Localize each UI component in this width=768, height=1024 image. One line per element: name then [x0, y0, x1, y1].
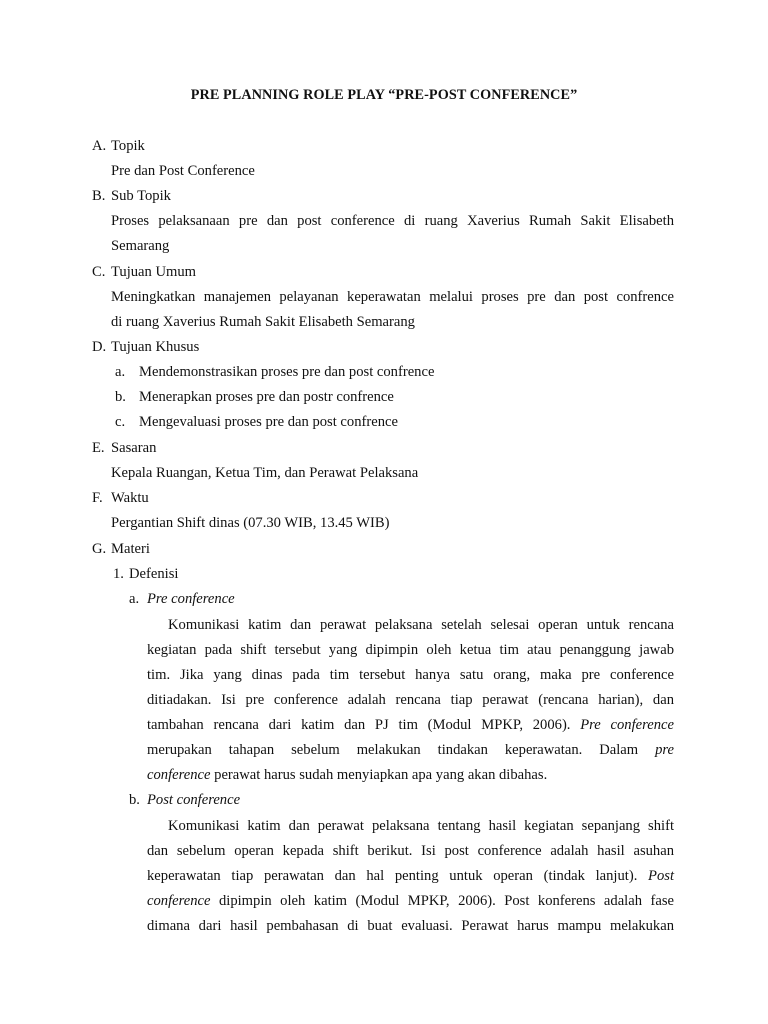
- post-conference-line-text: dipimpin oleh katim (Modul MPKP, 2006). Post konferens adalah fase: [218, 893, 674, 909]
- pre-conference-term: pre: [655, 742, 674, 758]
- post-conference-line: dan sebelum operan kepada shift berikut. Isi post conference adalah hasil asuhan: [147, 843, 674, 859]
- pre-conference-heading: [129, 590, 235, 608]
- pre-conference-term: Pre conference: [580, 717, 674, 733]
- objective-item: [115, 388, 394, 406]
- subsection-definition-title: Defenisi: [129, 566, 179, 582]
- section-a-content: Pre dan Post Conference: [111, 163, 255, 179]
- objective-item-text: Menerapkan proses pre dan postr confrence: [139, 389, 394, 405]
- section-f-heading: [92, 489, 149, 507]
- section-e-heading: [92, 439, 156, 457]
- section-a-heading: [92, 137, 145, 155]
- objective-item-marker: a.: [115, 364, 126, 380]
- section-f-title: Waktu: [111, 490, 149, 506]
- section-d-title: Tujuan Khusus: [111, 339, 200, 355]
- post-conference-line: Komunikasi katim dan perawat pelaksana tentang hasil kegiatan sepanjang shift: [168, 818, 674, 834]
- section-f-marker: F.: [92, 490, 103, 506]
- pre-conference-line: ditiadakan. Isi pre conference adalah rencana tiap perawat (rencana harian), dan: [147, 692, 674, 708]
- objective-item: [115, 413, 398, 431]
- post-conference-term: Post: [648, 868, 674, 884]
- section-e-content: Kepala Ruangan, Ketua Tim, dan Perawat Pelaksana: [111, 465, 419, 481]
- pre-conference-line: kegiatan pada shift tersebut yang dipimpin oleh ketua tim atau penanggung jawab: [147, 642, 674, 658]
- pre-conference-title: Pre conference: [147, 591, 235, 607]
- objective-item-text: Mendemonstrasikan proses pre dan post confrence: [139, 364, 435, 380]
- section-b-title: Sub Topik: [111, 188, 171, 204]
- section-a-title: Topik: [111, 138, 145, 154]
- section-a-marker: A.: [92, 138, 107, 154]
- pre-conference-marker: a.: [129, 591, 140, 607]
- pre-conference-line-text: tambahan rencana dari katim dan PJ tim (Modul MPKP, 2006).: [147, 717, 571, 733]
- subsection-definition: [113, 565, 178, 583]
- section-e-marker: E.: [92, 440, 105, 456]
- pre-conference-line: [147, 741, 674, 759]
- objective-item-marker: c.: [115, 414, 126, 430]
- section-d-heading: [92, 338, 199, 356]
- post-conference-title: Post conference: [147, 792, 241, 808]
- pre-conference-line: [147, 716, 674, 734]
- objective-item: [115, 363, 434, 381]
- post-conference-term: conference: [147, 893, 211, 909]
- section-g-heading: [92, 540, 150, 558]
- objective-item-marker: b.: [115, 389, 126, 405]
- section-b-marker: B.: [92, 188, 106, 204]
- post-conference-marker: b.: [129, 792, 140, 808]
- section-f-content: Pergantian Shift dinas (07.30 WIB, 13.45 WIB): [111, 515, 390, 531]
- section-c-heading: [92, 263, 196, 281]
- objective-item-text: Mengevaluasi proses pre dan post confrence: [139, 414, 398, 430]
- subsection-definition-marker: 1.: [113, 566, 124, 582]
- pre-conference-line-text: merupakan tahapan sebelum melakukan tindakan keperawatan. Dalam: [147, 742, 639, 758]
- section-c-content-line2: di ruang Xaverius Rumah Sakit Elisabeth Semarang: [111, 314, 415, 330]
- section-b-content-line1: Proses pelaksanaan pre dan post conference di ruang Xaverius Rumah Sakit Elisabeth: [111, 213, 674, 229]
- post-conference-line: dimana dari hasil pembahasan di buat evaluasi. Perawat harus mampu melakukan: [147, 918, 674, 934]
- pre-conference-line: tim. Jika yang dinas pada tim tersebut hanya satu orang, maka pre conference: [147, 667, 674, 683]
- section-c-content-line1: Meningkatkan manajemen pelayanan keperawatan melalui proses pre dan post confrence: [111, 289, 674, 305]
- post-conference-heading: [129, 791, 240, 809]
- section-b-content-line2: Semarang: [111, 238, 170, 254]
- pre-conference-line: Komunikasi katim dan perawat pelaksana setelah selesai operan untuk rencana: [168, 617, 674, 633]
- post-conference-line-text: keperawatan tiap perawatan dan hal penting untuk operan (tindak lanjut).: [147, 868, 638, 884]
- pre-conference-line-text: perawat harus sudah menyiapkan apa yang akan dibahas.: [214, 767, 548, 783]
- post-conference-line: [147, 892, 674, 910]
- pre-conference-term: conference: [147, 767, 211, 783]
- section-g-title: Materi: [111, 541, 150, 557]
- post-conference-line: [147, 867, 674, 885]
- section-e-title: Sasaran: [111, 440, 157, 456]
- section-c-title: Tujuan Umum: [111, 264, 197, 280]
- section-c-marker: C.: [92, 264, 106, 280]
- pre-conference-line: [147, 766, 547, 784]
- document-title: PRE PLANNING ROLE PLAY “PRE-POST CONFERENCE”: [190, 87, 578, 103]
- section-d-marker: D.: [92, 339, 107, 355]
- section-b-heading: [92, 187, 171, 205]
- section-g-marker: G.: [92, 541, 107, 557]
